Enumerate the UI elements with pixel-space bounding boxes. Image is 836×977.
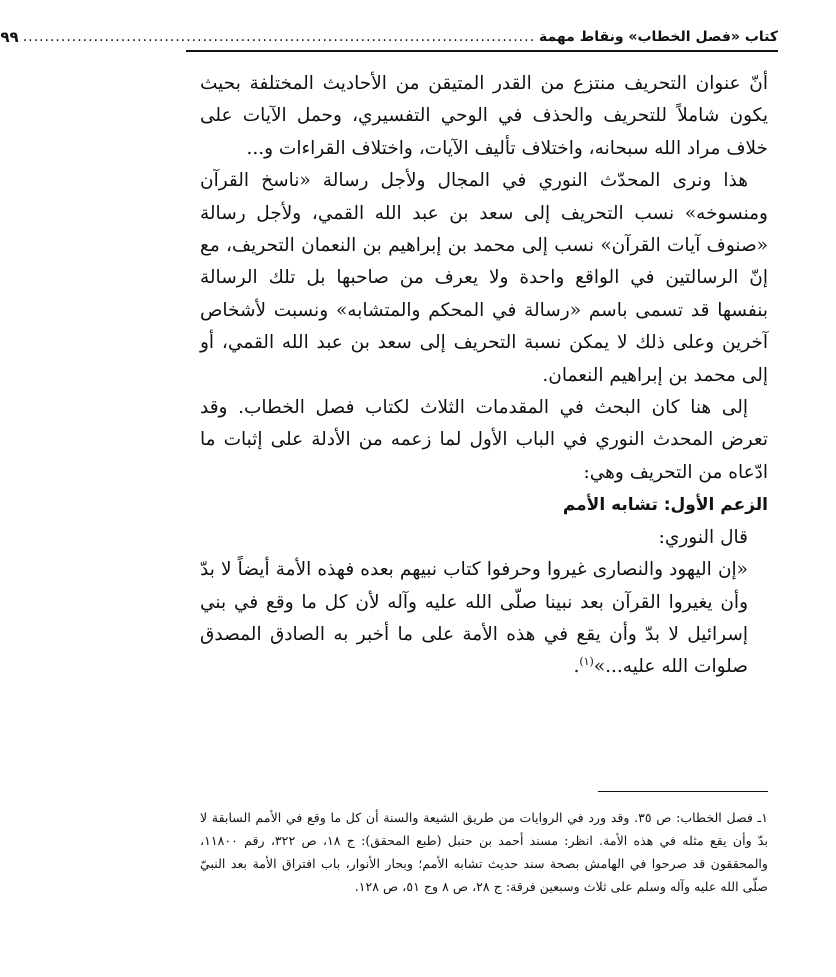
quotation-end: . bbox=[573, 656, 580, 678]
quote-speaker: قال النوري: bbox=[658, 526, 748, 548]
body-text bbox=[200, 68, 768, 684]
section-heading: الزعم الأول: تشابه الأمم bbox=[562, 495, 768, 516]
running-header-title: كتاب «فصل الخطاب» ونقاط مهمة bbox=[539, 29, 778, 45]
header-rule bbox=[186, 50, 778, 52]
footnotes bbox=[200, 806, 768, 898]
footnote-1: ١ـ فصل الخطاب: ص ٣٥. وقد ورد في الروايات من طريق الشيعة والسنة أن كل ما وقع في الأمم السابقة لا بدّ وأن يقع مثله في هذه الأمة. انظر: مسند أحمد بن حنبل (طبع المحقق): ج ١٨، ص ٣٢٢، رقم ١١٨٠٠، والمحققون قد صرحوا في الهامش بصحة سند حديث تشابه الأمم؛ وبحار الأنوار، باب افتراق الأمة بعد النبيّ صلّى الله عليه وآله وسلم على ثلاث وسبعين فرقة: ج ٢٨، ص ٨ وج ٥١، ص ١٢٨. bbox=[200, 810, 769, 894]
footnote-reference[interactable]: (١) bbox=[579, 655, 594, 669]
paragraph-3: إلى هنا كان البحث في المقدمات الثلاث لكتاب فصل الخطاب. وقد تعرض المحدث النوري في الباب الأول لما زعمه من الأدلة على إثبات ما ادّعاه من التحريف وهي: bbox=[200, 397, 768, 483]
footnote-separator bbox=[598, 791, 768, 792]
page-number: ٩٩ bbox=[0, 28, 19, 46]
running-header bbox=[0, 26, 778, 48]
running-header-leader-dots: .............................................................................................. bbox=[22, 29, 536, 45]
paragraph-2: هذا ونرى المحدّث النوري في المجال ولأجل رسالة «ناسخ القرآن ومنسوخه» نسب التحريف إلى سعد بن عبد الله القمي، ولأجل رسالة «صنوف آيات القرآن» نسب إلى محمد بن إبراهيم بن النعمان التحريف، مع إنّ الرسالتين في الواقع واحدة ولا يعرف من صاحبها بل تلك الرسالة بنفسها قد تسمى باسم «رسالة في المحكم والمتشابه» ونسبت لأشخاص آخرين وعلى ذلك لا يمكن نسبة التحريف إلى سعد بن عبد الله القمي، أو إلى محمد بن إبراهيم النعمان. bbox=[200, 170, 768, 386]
quotation bbox=[200, 554, 768, 684]
paragraph-1: أنّ عنوان التحريف منتزع من القدر المتيقن من الأحاديث المختلفة بحيث يكون شاملاً للتحريف والحذف في الوحي التفسيري، وحمل الآيات على خلاف مراد الله سبحانه، واختلاف تأليف الآيات، واختلاف القراءات و... bbox=[200, 73, 768, 159]
quotation-text: «إن اليهود والنصارى غيروا وحرفوا كتاب نبيهم بعده فهذه الأمة أيضاً لا بدّ وأن يغيروا القرآن بعد نبينا صلّى الله عليه وآله لأن كل ما وقع في بني إسرائيل لا بدّ وأن يقع في هذه الأمة على ما أخبر به الصادق المصدق صلوات الله عليه...» bbox=[200, 559, 748, 678]
